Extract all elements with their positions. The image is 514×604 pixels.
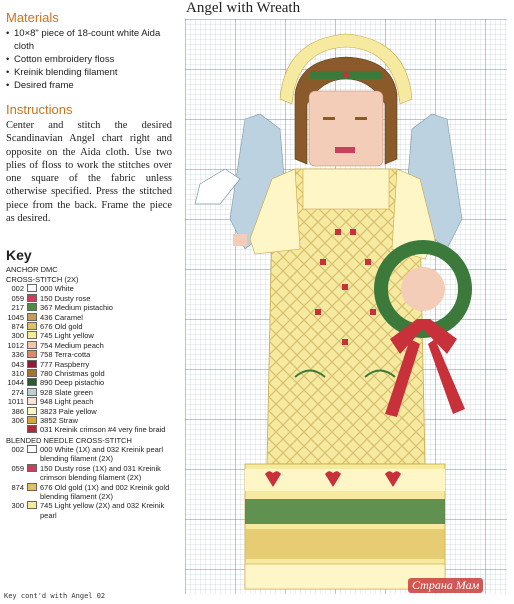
- key-symbol-icon: [27, 445, 37, 453]
- key-dmc: 3823 Pale yellow: [40, 406, 97, 416]
- key-dmc: 890 Deep pistachio: [40, 378, 105, 388]
- face: [309, 91, 383, 166]
- key-symbol-icon: [27, 369, 37, 377]
- key-row: [6, 407, 174, 416]
- key-dmc: 3852 Straw: [40, 416, 78, 426]
- key-symbol-icon: [27, 350, 37, 358]
- key-symbol-icon: [27, 483, 37, 491]
- key-columns: ANCHOR DMC: [6, 265, 58, 275]
- key-dmc: 367 Medium pistachio: [40, 303, 113, 313]
- key-row: [6, 397, 174, 406]
- key-dmc: 754 Medium peach: [40, 340, 104, 350]
- materials-list: [6, 27, 174, 92]
- key-dmc: 777 Raspberry: [40, 359, 90, 369]
- key-anchor: 300: [11, 331, 24, 341]
- key-anchor: 306: [11, 416, 24, 426]
- key-symbol-icon: [27, 388, 37, 396]
- key-row: [6, 378, 174, 387]
- left-hand: [233, 234, 247, 246]
- key-row: [6, 294, 174, 303]
- key-symbol-icon: [27, 501, 37, 509]
- key-dmc: 745 Light yellow (2X) and 032 Kreinik pearl: [40, 501, 165, 520]
- left-column: [6, 10, 174, 520]
- page-title: Angel with Wreath: [186, 0, 301, 16]
- materials-item: • Cotton embroidery floss: [6, 53, 174, 66]
- key-anchor: 300: [11, 501, 24, 511]
- key-symbol-icon: [27, 294, 37, 302]
- key-row: [6, 313, 174, 322]
- key-row: [6, 445, 174, 464]
- key-anchor: 217: [11, 303, 24, 313]
- key-symbol-icon: [27, 303, 37, 311]
- key-row: [6, 464, 174, 483]
- cross-stitch-chart: [185, 19, 507, 594]
- key-anchor: 002: [11, 284, 24, 294]
- materials-heading: Materials: [6, 10, 59, 25]
- key-row: [6, 483, 174, 502]
- key-symbol-icon: [27, 416, 37, 424]
- key-anchor: 043: [11, 359, 24, 369]
- key-anchor: 336: [11, 350, 24, 360]
- key-row: [6, 416, 174, 425]
- key-anchor: 1011: [7, 397, 24, 407]
- key-anchor: 310: [11, 369, 24, 379]
- hair-berry: [343, 72, 349, 78]
- key-symbol-icon: [27, 425, 37, 433]
- key-dmc: 000 White (1X) and 032 Kreinik pearl blending filament (2X): [40, 444, 163, 464]
- key-dmc: 928 Slate green: [40, 387, 93, 397]
- key-row: [6, 331, 174, 340]
- base-green-band: [245, 499, 445, 524]
- key-anchor: 386: [11, 406, 24, 416]
- key-symbol-icon: [27, 322, 37, 330]
- cross-stitch-list: [6, 284, 174, 435]
- base-pattern-band: [245, 529, 445, 559]
- key-dmc: 031 Kreinik crimson #4 very fine braid: [40, 425, 166, 435]
- key-dmc: 150 Dusty rose (1X) and 031 Kreinik crimson blending filament (2X): [40, 463, 161, 483]
- key-symbol-icon: [27, 331, 37, 339]
- key-row: [6, 388, 174, 397]
- key-anchor: 1012: [7, 340, 24, 350]
- footer-note: Key cont'd with Angel 02: [4, 592, 106, 600]
- instructions-heading: Instructions: [6, 102, 73, 117]
- key-row: [6, 322, 174, 331]
- wreath-center: [401, 267, 445, 311]
- key-symbol-icon: [27, 313, 37, 321]
- right-eye: [355, 117, 367, 120]
- key-dmc: 780 Christmas gold: [40, 369, 105, 379]
- key-anchor: 274: [11, 387, 24, 397]
- key-symbol-icon: [27, 464, 37, 472]
- key-anchor: 874: [11, 482, 24, 492]
- key-dmc: 150 Dusty rose: [40, 293, 91, 303]
- key-symbol-icon: [27, 407, 37, 415]
- key-dmc: 758 Terra-cotta: [40, 350, 91, 360]
- key-row: [6, 303, 174, 312]
- key-anchor: 1044: [7, 378, 24, 388]
- materials-item: • Desired frame: [6, 79, 174, 92]
- left-eye: [323, 117, 335, 120]
- key-symbol-icon: [27, 378, 37, 386]
- key-dmc: 676 Old gold: [40, 322, 83, 331]
- key-anchor: 1045: [7, 312, 24, 322]
- key-row: [6, 360, 174, 369]
- key-symbol-icon: [27, 341, 37, 349]
- key-dmc: 676 Old gold (1X) and 002 Kreinik gold blending filament (2X): [40, 482, 170, 501]
- key-anchor: 874: [11, 322, 24, 331]
- key-dmc: 000 White: [40, 284, 74, 294]
- key-row: [6, 369, 174, 378]
- key-anchor: 059: [11, 293, 24, 303]
- instructions-text: Center and stitch the desired Scandinavian Angel chart right and opposite on the Aida cloth. Use two plies of floss to work the stitches over one square of the fabric unless otherwise specified. Press the stitched piece from the back. Frame the piece as desired.: [6, 120, 172, 225]
- mouth: [335, 147, 355, 153]
- bodice: [303, 169, 389, 209]
- key-symbol-icon: [27, 360, 37, 368]
- key-heading: Key: [6, 247, 32, 264]
- key-row: [6, 501, 174, 520]
- watermark: Страна Мам: [408, 578, 483, 593]
- key-row: [6, 425, 174, 434]
- key-dmc: 948 Light peach: [40, 397, 94, 407]
- key-anchor: 002: [11, 444, 24, 454]
- key-symbol-icon: [27, 397, 37, 405]
- blended-list: [6, 445, 174, 520]
- materials-item: • 10×8" piece of 18-count white Aida cloth: [6, 27, 174, 53]
- key-dmc: 436 Caramel: [40, 312, 83, 322]
- blended-heading: BLENDED NEEDLE CROSS-STITCH: [6, 435, 132, 445]
- key-dmc: 745 Light yellow: [40, 331, 94, 341]
- key-row: [6, 341, 174, 350]
- key-symbol-icon: [27, 284, 37, 292]
- cross-stitch-heading: CROSS-STITCH (2X): [6, 275, 79, 285]
- materials-item: • Kreinik blending filament: [6, 66, 174, 79]
- key-row: [6, 350, 174, 359]
- key-row: [6, 284, 174, 293]
- key-anchor: 059: [11, 463, 24, 473]
